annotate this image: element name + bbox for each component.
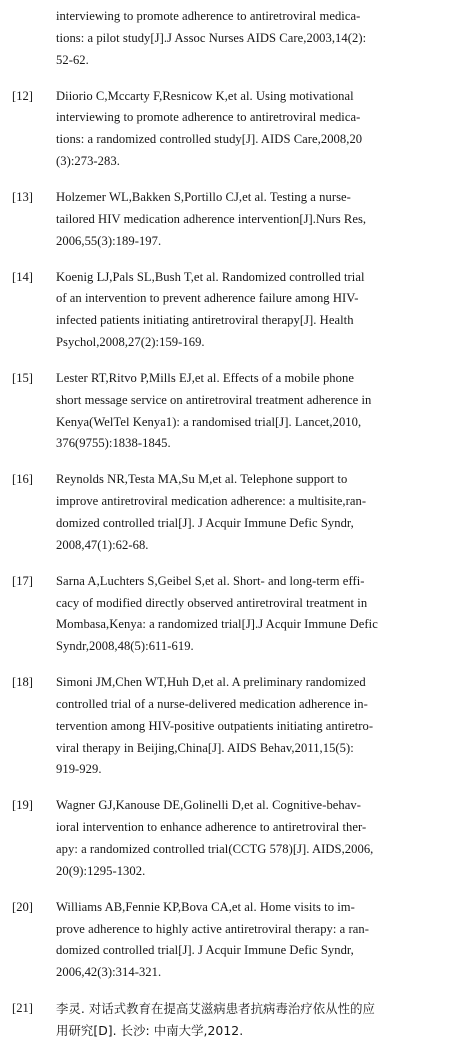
reference-text-line: domized controlled trial[J]. J Acquir Immune Defic Syndr,	[56, 515, 354, 530]
reference-text-line: of an intervention to prevent adherence failure among HIV-	[56, 291, 359, 306]
reference-text-line: 2008,47(1):62-68.	[56, 537, 149, 552]
reference-text-line: Reynolds NR,Testa MA,Su M,et al. Telephone support to	[56, 472, 348, 487]
reference-text-line: improve antiretroviral medication adherence: a multisite,ran-	[56, 494, 367, 509]
reference-text-line: 919-929.	[56, 762, 102, 777]
reference-text-line: Wagner GJ,Kanouse DE,Golinelli D,et al. Cognitive-behav-	[56, 798, 362, 813]
reference-text-line: prove adherence to highly active antiretroviral therapy: a ran-	[56, 921, 369, 936]
reference-number: [16]	[12, 472, 33, 487]
reference-number: [19]	[12, 798, 33, 813]
reference-text-line: cacy of modified directly observed antiretroviral treatment in	[56, 595, 368, 610]
reference-number: [20]	[12, 899, 33, 914]
reference-text-line: tions: a randomized controlled study[J]. AIDS Care,2008,20	[56, 132, 363, 147]
reference-number: [12]	[12, 88, 33, 103]
reference-text-line: ioral intervention to enhance adherence to antiretroviral ther-	[56, 820, 367, 835]
reference-text-line: Simoni JM,Chen WT,Huh D,et al. A preliminary randomized	[56, 675, 366, 690]
reference-number: [17]	[12, 573, 33, 588]
reference-text-line: 20(9):1295-1302.	[56, 863, 146, 878]
reference-text-line: Sarna A,Luchters S,Geibel S,et al. Short- and long-term effi-	[56, 573, 365, 588]
reference-number: [15]	[12, 371, 33, 385]
reference-number: [18]	[12, 675, 33, 690]
reference-text-line: 2006,42(3):314-321.	[56, 965, 162, 980]
reference-text-line: interviewing to promote adherence to antiretroviral medica-	[56, 110, 361, 125]
reference-text-line: apy: a randomized controlled trial(CCTG 578)[J]. AIDS,2006,	[56, 841, 374, 856]
reference-number: [13]	[12, 190, 33, 204]
reference-text-line: Syndr,2008,48(5):611-619.	[56, 639, 194, 654]
reference-text-line: 2006,55(3):189-197.	[56, 233, 162, 248]
reference-text-line: Mombasa,Kenya: a randomized trial[J].J Acquir Immune Defic	[56, 617, 378, 632]
reference-text-line: Holzemer WL,Bakken S,Portillo CJ,et al. Testing a nurse-	[56, 190, 351, 204]
reference-text-line: Lester RT,Ritvo P,Mills EJ,et al. Effects of a mobile phone	[56, 371, 354, 385]
reference-number: [21]	[12, 1001, 33, 1016]
reference-text-line: domized controlled trial[J]. J Acquir Immune Defic Syndr,	[56, 943, 354, 958]
reference-text-line: viral therapy in Beijing,China[J]. AIDS Behav,2011,15(5):	[56, 740, 354, 755]
reference-text-line: Koenig LJ,Pals SL,Bush T,et al. Randomized controlled trial	[56, 269, 365, 284]
reference-number: [14]	[12, 269, 33, 284]
reference-text-line: short message service on antiretroviral treatment adherence in	[56, 392, 372, 407]
reference-text-line: Williams AB,Fennie KP,Bova CA,et al. Home visits to im-	[56, 899, 355, 914]
reference-text-line: 376(9755):1838-1845.	[56, 436, 171, 451]
reference-text-line: Kenya(WelTel Kenya1): a randomised trial[J]. Lancet,2010,	[56, 414, 362, 429]
reference-text-line: tions: a pilot study[J].J Assoc Nurses AIDS Care,2003,14(2):	[56, 30, 367, 45]
reference-text-line: infected patients initiating antiretroviral therapy[J]. Health	[56, 313, 354, 328]
reference-text-line: Psychol,2008,27(2):159-169.	[56, 334, 205, 349]
reference-text-line: tailored HIV medication adherence intervention[J].Nurs Res,	[56, 211, 367, 226]
reference-text-line: 李灵. 对话式教育在提高艾滋病患者抗病毒治疗依从性的应	[56, 1001, 375, 1017]
reference-text-line: interviewing to promote adherence to antiretroviral medica-	[56, 9, 361, 23]
reference-text-line: tervention among HIV-positive outpatients initiating antiretro-	[56, 718, 374, 733]
reference-text-line: 52-62.	[56, 52, 89, 67]
reference-text-line: controlled trial of a nurse-delivered medication adherence in-	[56, 696, 368, 711]
reference-text-line: (3):273-283.	[56, 153, 120, 168]
reference-text-line: 用研究[D]. 长沙: 中南大学,2012.	[56, 1022, 244, 1038]
reference-text-line: Diiorio C,Mccarty F,Resnicow K,et al. Using motivational	[56, 88, 354, 103]
